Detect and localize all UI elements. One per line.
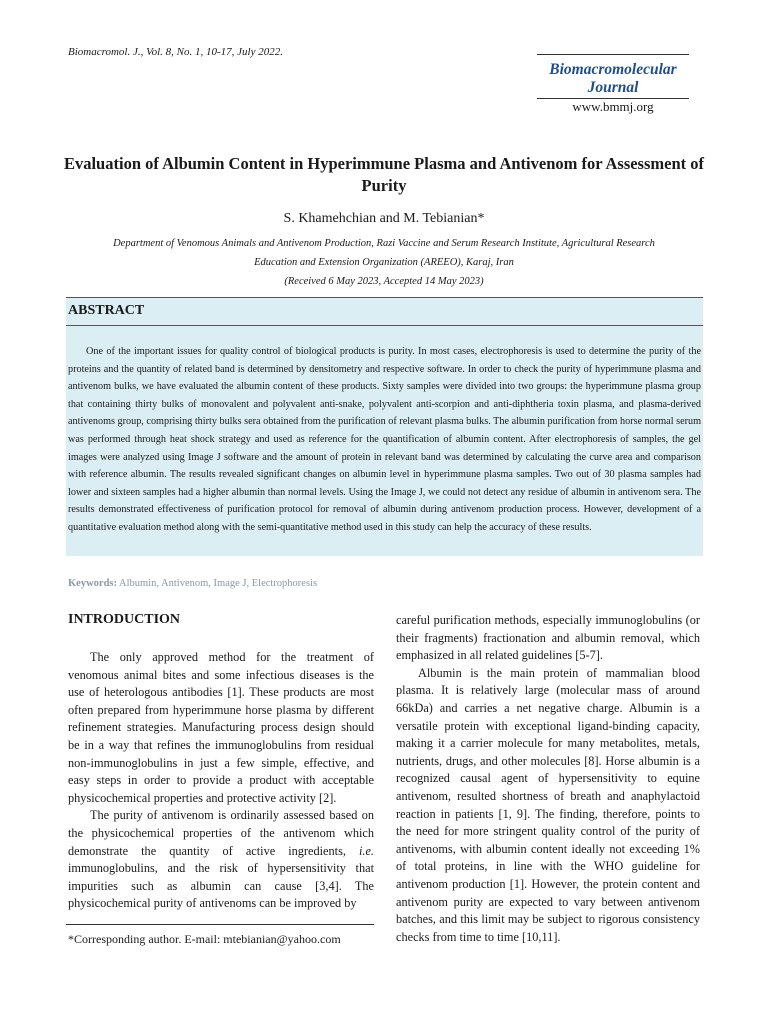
keywords-label: Keywords: [68,578,117,589]
intro-paragraph-1: The only approved method for the treatment of venomous animal bites and some infectious diseases is the use of heterologous antibodies [1]. These products are most often prepared from hyperimmune horse plasma by different refinement strategies. Manufacturing process design should be in a way that refines the immunoglobulins from residual non-immunoglobulins in just a few simple, effective, and easy steps in order to provide a product with acceptable physicochemical properties and protective activity [2]. [68,650,374,805]
affiliation-line2: Education and Extension Organization (AREEO), Karaj, Iran [254,257,514,268]
keywords-text: Albumin, Antivenom, Image J, Electrophoresis [119,578,318,589]
citation-line: Biomacromol. J., Vol. 8, No. 1, 10-17, July 2022. [68,46,283,58]
intro-paragraph-4: Albumin is the main protein of mammalian blood plasma. It is relatively large (molecular mass of around 66kDa) and carries a net negative charge. Albumin is a versatile protein with exceptional ligand-binding capacity, making it a carrier molecule for many metabolites, metals, nutrients, drugs, and other molecules [8]. Horse albumin is a recognized causal agent of hypersensitivity to equine antivenom, resulted shortness of breath and anaphylactoid reaction in patients [1, 9]. The finding, therefore, points to the need for more stringent quality control of the purity of antivenoms, with albumin content ideally not exceeding 1% of total proteins, in line with the WHO guideline for antivenom production [1]. However, the protein content and antivenom purity are expected to vary between antivenom batches, and this limit may be subject to rigorous consistency checks from time to time [10,11]. [396,665,700,944]
paper-title: Evaluation of Albumin Content in Hyperimmune Plasma and Antivenom for Assessment of Purity [63,154,705,195]
intro-paragraph-3: careful purification methods, especially immunoglobulins (or their fragments) fractionation and albumin removal, which emphasized in all related guidelines [5-7]. [396,613,700,663]
journal-name [537,61,689,97]
right-column [396,612,700,946]
footnote-rule [66,924,374,925]
journal-name-line2: Journal [587,79,639,96]
journal-name-line1: Biomacromolecular [549,61,677,78]
journal-logo-block [537,54,689,115]
keywords [68,578,317,589]
affiliation-line1: Department of Venomous Animals and Antivenom Production, Razi Vaccine and Serum Research Institute, Agricultural Research [113,238,655,249]
journal-rule-top [537,54,689,55]
authors: S. Khamehchian and M. Tebianian* [283,211,485,226]
affiliation [60,234,708,291]
abstract-heading: ABSTRACT [68,303,145,318]
intro-p2-part-b: immunoglobulins, and the risk of hypersensitivity that impurities such as albumin can cause [3,4]. The physicochemical purity of antivenoms can be improved by [68,861,374,911]
introduction-heading: INTRODUCTION [68,612,181,627]
intro-paragraph-2 [68,807,374,913]
received-dates: (Received 6 May 2023, Accepted 14 May 2023) [284,276,484,287]
corresponding-author-footnote: *Corresponding author. E-mail: mtebianian@yahoo.com [68,932,341,946]
abstract-heading-rule [66,325,703,326]
left-column [68,649,374,913]
abstract-top-rule [66,297,703,298]
intro-p2-ie: i.e. [358,843,375,858]
journal-url[interactable]: www.bmmj.org [572,99,654,114]
intro-p2-part-a: The purity of antivenom is ordinarily assessed based on the physicochemical properties of the antivenom which demonstrate the quantity of active ingredients, [68,808,374,858]
abstract-text: One of the important issues for quality control of biological products is purity. In most cases, electrophoresis is used to determine the purity of the proteins and the quantity of related band is determined by densitometry and respective software. In order to check the purity of hyperimmune plasma and antivenom bulks, we have evaluated the albumin content of these products. Sixty samples were divided into two groups: the hyperimmune plasma group that containing thirty bulks of monovalent and polyvalent anti-snake, polyvalent anti-scorpion and anti-diphtheria toxin plasma, and plasma-derived antivenoms group, comprising thirty bulks sera obtained from the purification of relevant plasma bulks. The albumin purification from horse normal serum was performed through heat shock strategy and used as reference for the quantification of albumin content. After electrophoresis of samples, the gel images were analyzed using Image J software and the amount of protein in relevant band was determined by calculating the curve area and comparison with reference albumin. The results revealed significant changes on albumin level in hyperimmune plasma samples. Two out of 30 plasma samples had lower and sixteen samples had a higher albumin than normal levels. Using the Image J, we could not detect any residue of albumin in antivenom sera. The results demonstrated effectiveness of purification protocol for removal of albumin during antivenom production process. However, development of a quantitative evaluation method along with the semi-quantitative method used in this study can help the accuracy of these results. [68,346,701,533]
